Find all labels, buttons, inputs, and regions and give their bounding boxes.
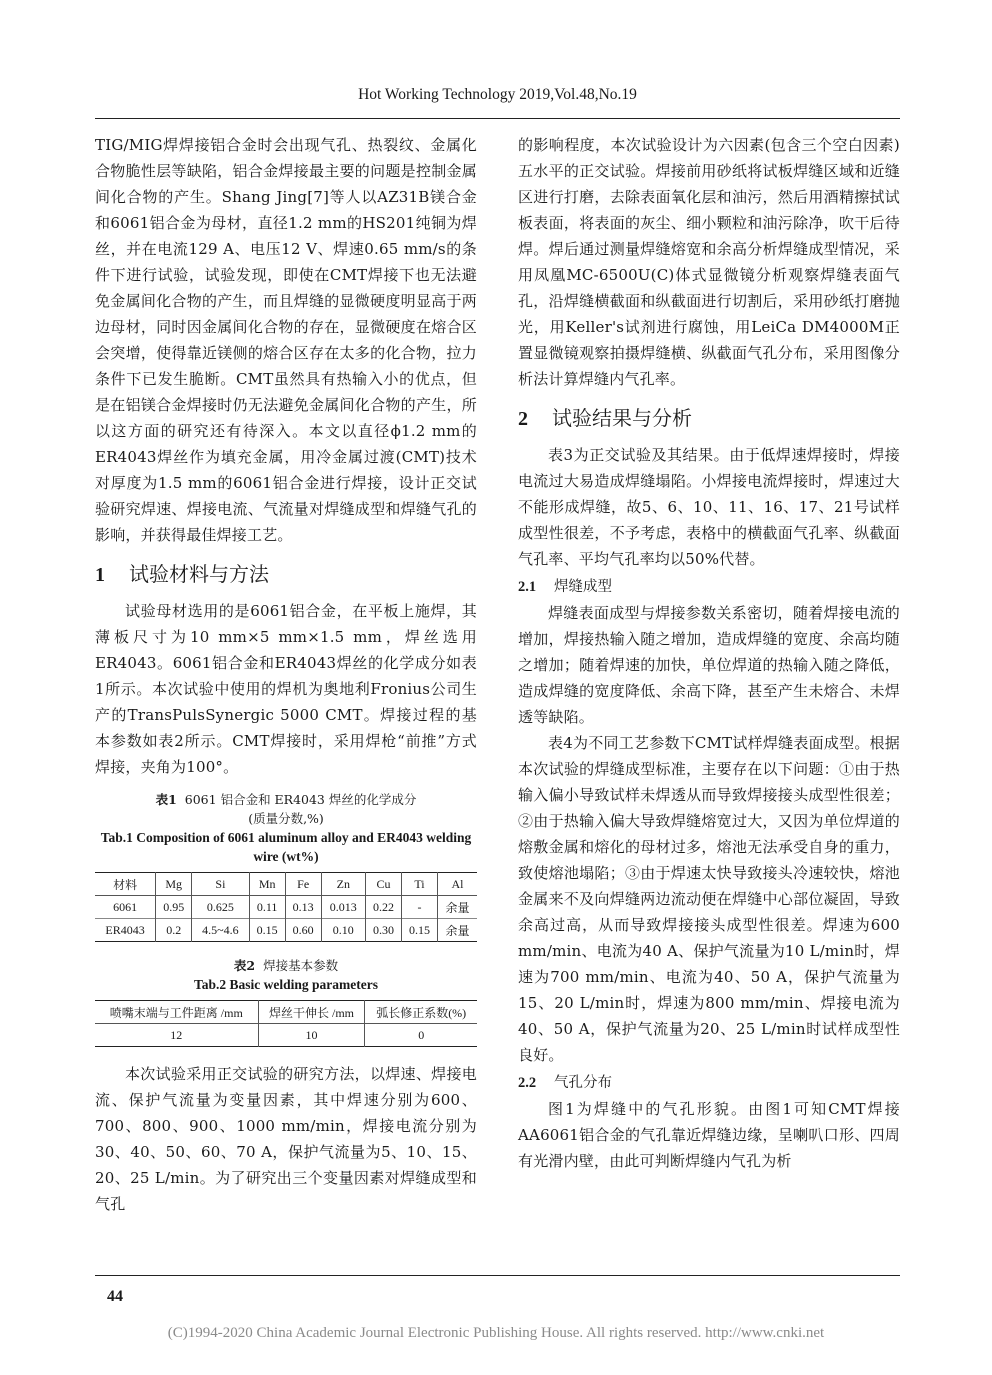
table-2 [95,956,477,1047]
table-cell: 余量 [437,896,477,919]
table-1-label: 表1 [155,792,177,807]
table-cell: 余量 [437,919,477,942]
section-2-paragraph-1: 表3为正交试验及其结果。由于低焊速焊接时，焊接电流过大易造成焊缝塌陷。小焊接电流焊接时，焊速过大不能形成焊缝，故5、6、10、11、16、17、21号试样成型性很差，不予考虑，表格中的横截面气孔率、纵截面气孔率、平均气孔率均以50%代替。 [518,446,900,568]
table-cell: 0.625 [192,896,249,919]
table-cell: 0.22 [365,896,401,919]
table-cell: ER4043 [105,922,145,937]
table-cell: 0.15 [401,919,437,942]
subsection-number: 2.2 [518,1075,537,1091]
section-number: 1 [95,564,105,586]
intro-paragraph: TIG/MIG焊焊接铝合金时会出现气孔、热裂纹、金属化合物脆性层等缺陷，铝合金焊接最主要的问题是控制金属间化合物的产生。Shang Jing[7]等人以AZ31B镁合金和6061铝合金为母材，直径1.2 mm的HS201纯铜为焊丝，并在电流129 A、电压12 V、焊速0.65 mm/s的条件下进行试验，试验发现，即使在CMT焊接下也无法避免金属间化合物的产生，而且焊缝的显微硬度明显高于两边母材，同时因金属间化合物的存在，显微硬度在熔合区会突增，使得靠近镁侧的熔合区存在太多的化合物，拉力条件下已发生脆断。CMT虽然具有热输入小的优点，但是在铝镁合金焊接时仍无法避免金属间化合物的产生，所以这方面的研究还有待深入。本文以直径ϕ1.2 mm的ER4043焊丝作为填充金属，用冷金属过渡(CMT)技术对厚度为1.5 mm的6061铝合金进行焊接，设计正交试验研究焊速、焊接电流、气流量对焊缝成型和焊缝气孔的影响，并获得最佳焊接工艺。 [95,136,477,544]
table-cell: 6061 [113,899,138,914]
table-cell: 0.95 [156,896,192,919]
table-1-caption-cn [95,790,477,809]
table-2-title: 焊接基本参数 [263,958,339,973]
table-cell: 0.013 [321,896,365,919]
subsection-title: 气孔分布 [554,1075,612,1091]
left-column [95,132,477,1217]
table-header-cell: Mg [156,873,192,896]
table-cell: - [401,896,437,919]
table-2-grid [95,1000,477,1047]
table-cell: 10 [258,1024,365,1047]
table-header-cell: Mn [249,873,285,896]
table-header-cell: Si [192,873,249,896]
table-cell: 12 [170,1027,183,1042]
table-1 [95,790,477,942]
section-number: 2 [518,408,528,430]
section-title: 试验结果与分析 [552,406,692,430]
table-1-caption-en: Tab.1 Composition of 6061 aluminum alloy and ER4043 welding wire (wt%) [100,830,472,864]
table-row [95,919,477,942]
table-cell: 0.30 [365,919,401,942]
table-header-cell: 喷嘴末端与工件距离 /mm [109,1005,243,1020]
table-header-cell: Ti [401,873,437,896]
table-cell: 0 [365,1024,477,1047]
table-header-row [95,873,477,896]
subsection-title: 焊缝成型 [554,579,612,595]
table-header-cell: Zn [321,873,365,896]
subsection-2-2-heading [518,1070,900,1096]
copyright-watermark: (C)1994-2020 China Academic Journal Electronic Publishing House. All rights reserved. http://www.cnki.net [167,1325,825,1341]
right-column [518,132,900,1174]
running-header: Hot Working Technology 2019,Vol.48,No.19 [358,86,637,103]
table-header-cell: 材料 [113,877,138,892]
subsection-2-1-paragraph-2: 表4为不同工艺参数下CMT试样焊缝表面成型。根据本次试验的焊缝成型标准，主要存在以下问题：①由于热输入偏小导致试样未焊透从而导致焊接接头成型性很差；②由于热输入偏大导致焊缝熔宽过大，又因为单位焊道的熔敷金属和熔化的母材过多，熔池无法承受自身的重力，致使熔池塌陷；③由于焊速太快导致接头冷速较快，熔池金属来不及向焊缝两边流动便在焊缝中心部位凝固，导致余高过高，从而导致焊接接头成型性很差。焊速为600 mm/min、电流为40 A、保护气流量为10 L/min时，焊速为700 mm/min、电流为40、50 A，保护气流量为15、20 L/min时，焊速为800 mm/min、焊接电流为40、50 A，保护气流量为20、25 L/min时试样成型性良好。 [518,734,900,1064]
table-cell: 0.2 [156,919,192,942]
table-2-label: 表2 [233,958,256,973]
table-row [95,1024,477,1047]
section-title: 试验材料与方法 [129,562,269,586]
section-1-heading [95,558,477,590]
subsection-2-1-heading [518,574,900,600]
table-1-unit: (质量分数,%) [248,811,324,826]
table-1-title: 6061 铝合金和 ER4043 焊丝的化学成分 [184,792,417,807]
table-header-cell: Cu [365,873,401,896]
section-2-heading [518,402,900,434]
table-header-row [95,1001,477,1024]
subsection-2-2-paragraph-1: 图1为焊缝中的气孔形貌。由图1可知CMT焊接AA6061铝合金的气孔靠近焊缝边缘，呈喇叭口形、四周有光滑内壁，由此可判断焊缝内气孔为析 [518,1100,900,1170]
continued-paragraph: 的影响程度，本次试验设计为六因素(包含三个空白因素)五水平的正交试验。焊接前用砂纸将试板焊缝区域和近缝区进行打磨，去除表面氧化层和油污，然后用酒精擦拭试板表面，将表面的灰尘、细小颗粒和油污除净，吹干后待焊。焊后通过测量焊缝熔宽和余高分析焊缝成型情况，采用凤凰MC-6500U(C)体式显微镜分析观察焊缝表面气孔，沿焊缝横截面和纵截面进行切割后，采用砂纸打磨抛光，用Keller's试剂进行腐蚀，用LeiCa DM4000M正置显微镜观察拍摄焊缝横、纵截面气孔分布，采用图像分析法计算焊缝内气孔率。 [518,136,900,388]
table-cell: 0.11 [249,896,285,919]
table-header-cell: 焊丝干伸长 /mm [258,1001,365,1024]
table-2-caption-cn [95,956,477,975]
table-cell: 0.13 [285,896,321,919]
section-1-paragraph-2: 本次试验采用正交试验的研究方法，以焊速、焊接电流、保护气流量为变量因素，其中焊速分别为600、700、800、900、1000 mm/min，焊接电流分别为30、40、50、60、70 A，保护气流量为5、10、15、20、25 L/min。为了研究出三个变量因素对焊缝成型和气孔 [95,1065,477,1213]
footer-rule [95,1275,900,1276]
table-header-cell: Al [437,873,477,896]
table-header-cell: Fe [285,873,321,896]
table-cell: 0.60 [285,919,321,942]
table-header-cell: 弧长修正系数(%) [365,1001,477,1024]
page-number: 44 [107,1288,123,1305]
table-row [95,896,477,919]
table-1-grid [95,872,477,942]
subsection-number: 2.1 [518,579,537,595]
table-cell: 4.5~4.6 [192,919,249,942]
table-cell: 0.15 [249,919,285,942]
table-2-caption-en: Tab.2 Basic welding parameters [193,977,378,992]
section-1-paragraph-1: 试验母材选用的是6061铝合金，在平板上施焊，其薄板尺寸为10 mm×5 mm×1.5 mm，焊丝选用ER4043。6061铝合金和ER4043焊丝的化学成分如表1所示。本次试验中使用的焊机为奥地利Fronius公司生产的TransPulsSynergic 5000 CMT。焊接过程的基本参数如表2所示。CMT焊接时，采用焊枪“前推”方式焊接，夹角为100°。 [95,602,477,776]
header-rule [95,118,900,119]
table-cell: 0.10 [321,919,365,942]
subsection-2-1-paragraph-1: 焊缝表面成型与焊接参数关系密切，随着焊接电流的增加，焊接热输入随之增加，造成焊缝的宽度、余高均随之增加；随着焊速的加快，单位焊道的热输入随之降低，造成焊缝的宽度降低、余高下降，甚至产生未熔合、未焊透等缺陷。 [518,604,900,726]
